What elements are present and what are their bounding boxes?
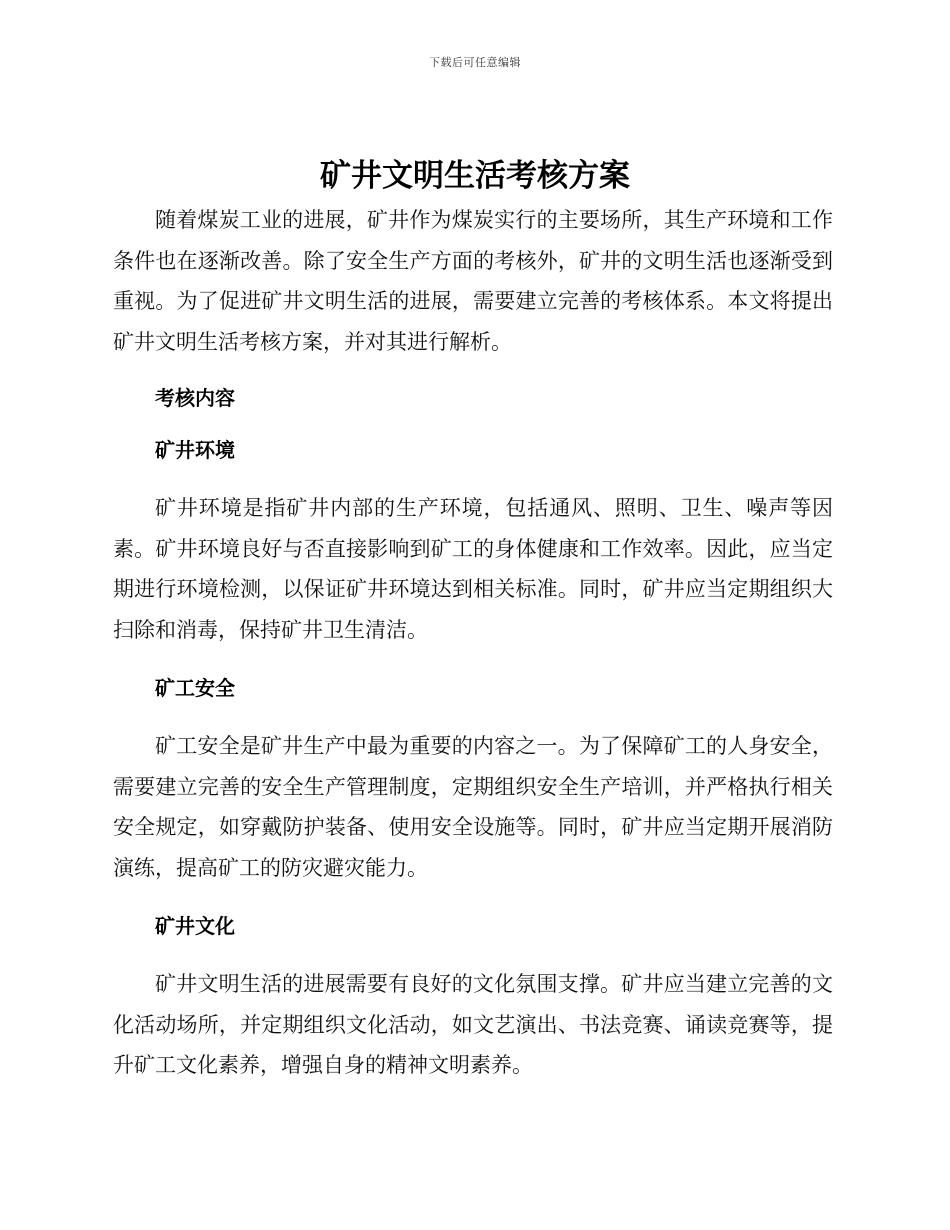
subsection-heading-mine-culture: 矿井文化 — [155, 914, 235, 938]
document-title: 矿井文明生活考核方案 — [320, 158, 630, 194]
paragraph-mine-culture: 矿井文明生活的进展需要有良好的文化氛围支撑。矿井应当建立完善的文化活动场所，并定期组织文化活动，如文艺演出、书法竞赛、诵读竞赛等，提升矿工文化素养，增强自身的精神文明素养。 — [113, 972, 833, 1077]
subsection-heading-mine-environment: 矿井环境 — [155, 438, 235, 462]
intro-paragraph: 随着煤炭工业的进展，矿井作为煤炭实行的主要场所，其生产环境和工作条件也在逐渐改善。除了安全生产方面的考核外，矿井的文明生活也逐渐受到重视。为了促进矿井文明生活的进展，需要建立完善的考核体系。本文将提出矿井文明生活考核方案，并对其进行解析。 — [113, 208, 833, 354]
paragraph-mine-environment: 矿井环境是指矿井内部的生产环境，包括通风、照明、卫生、噪声等因素。矿井环境良好与否直接影响到矿工的身体健康和工作效率。因此，应当定期进行环境检测，以保证矿井环境达到相关标准。同时，矿井应当定期组织大扫除和消毒，保持矿井卫生清洁。 — [113, 496, 833, 642]
subsection-heading-miner-safety: 矿工安全 — [155, 676, 235, 700]
page-header: 下载后可任意编辑 — [429, 56, 521, 69]
section-heading-assessment-content: 考核内容 — [155, 386, 235, 410]
paragraph-miner-safety: 矿工安全是矿井生产中最为重要的内容之一。为了保障矿工的人身安全，需要建立完善的安全生产管理制度，定期组织安全生产培训，并严格执行相关安全规定，如穿戴防护装备、使用安全设施等。同时，矿井应当定期开展消防演练，提高矿工的防灾避灾能力。 — [113, 734, 833, 880]
document-body — [113, 200, 833, 1086]
